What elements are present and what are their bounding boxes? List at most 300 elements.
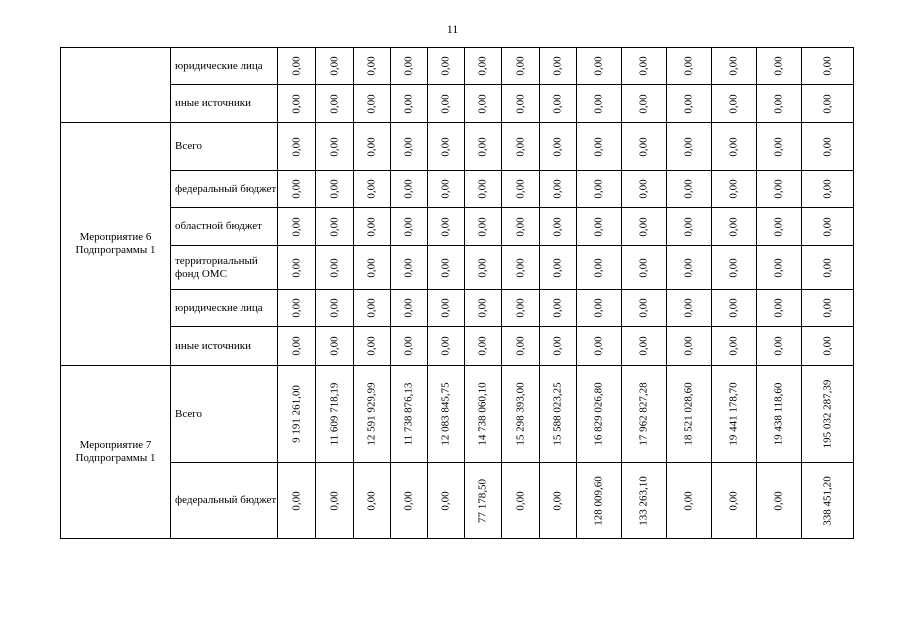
value-text: 0,00 (682, 298, 695, 318)
funding-source-cell: федеральный бюджет (171, 171, 278, 208)
value-text: 0,00 (682, 336, 695, 356)
value-text: 0,00 (551, 257, 564, 278)
value-text: 0,00 (476, 298, 489, 318)
value-cell (802, 290, 854, 327)
value-cell (391, 463, 428, 539)
value-cell (667, 208, 712, 246)
value-cell (667, 48, 712, 85)
value-cell (354, 327, 391, 366)
value-cell (622, 171, 667, 208)
value-cell (712, 246, 757, 290)
value-text: 0,00 (365, 336, 378, 356)
value-cell (354, 123, 391, 171)
value-cell (712, 171, 757, 208)
value-text: 0,00 (476, 179, 489, 199)
value-text: 0,00 (402, 490, 415, 511)
value-cell (278, 171, 316, 208)
value-text: 0,00 (328, 298, 340, 318)
value-cell (667, 366, 712, 463)
value-cell (577, 171, 622, 208)
table-row (61, 366, 854, 463)
value-text: 0,00 (365, 56, 378, 76)
value-text: 0,00 (682, 56, 695, 76)
value-text: 0,00 (439, 179, 452, 199)
value-text: 0,00 (727, 257, 740, 278)
value-text: 0,00 (551, 179, 564, 199)
value-text: 0,00 (682, 136, 695, 157)
value-text: 0,00 (402, 136, 415, 157)
value-text: 0,00 (514, 93, 526, 114)
value-text: 0,00 (290, 136, 302, 157)
value-cell (757, 208, 802, 246)
value-cell (502, 327, 540, 366)
value-text: 19 438 118,60 (772, 382, 785, 446)
value-cell (502, 290, 540, 327)
value-cell (622, 327, 667, 366)
value-text: 0,00 (637, 298, 650, 318)
value-cell (502, 85, 540, 123)
value-text: 0,00 (328, 136, 340, 157)
value-text: 0,00 (328, 257, 340, 278)
value-text: 14 738 060,10 (476, 382, 489, 446)
value-cell (712, 123, 757, 171)
value-cell (712, 208, 757, 246)
value-cell (757, 290, 802, 327)
value-text: 0,00 (682, 179, 695, 199)
value-text: 0,00 (727, 298, 740, 318)
value-cell (757, 327, 802, 366)
value-text: 0,00 (439, 298, 452, 318)
value-text: 0,00 (365, 490, 378, 511)
value-cell (465, 48, 502, 85)
value-cell (278, 208, 316, 246)
value-cell (354, 246, 391, 290)
value-cell (540, 327, 577, 366)
value-text: 15 298 393,00 (514, 382, 526, 446)
value-text: 0,00 (727, 336, 740, 356)
value-text: 0,00 (402, 216, 415, 237)
value-cell (278, 123, 316, 171)
value-text: 0,00 (772, 336, 785, 356)
value-text: 0,00 (439, 257, 452, 278)
value-text: 0,00 (402, 298, 415, 318)
value-text: 0,00 (476, 336, 489, 356)
value-text: 0,00 (476, 257, 489, 278)
value-cell (757, 246, 802, 290)
funding-source-cell: иные источники (171, 327, 278, 366)
value-cell (622, 463, 667, 539)
value-text: 0,00 (365, 179, 378, 199)
funding-source-cell: Всего (171, 123, 278, 171)
value-cell (465, 327, 502, 366)
value-text: 0,00 (772, 56, 785, 76)
value-text: 0,00 (727, 179, 740, 199)
value-cell (465, 463, 502, 539)
value-text: 0,00 (821, 56, 833, 76)
value-text: 19 441 178,70 (727, 382, 740, 446)
value-cell (540, 246, 577, 290)
value-cell (667, 171, 712, 208)
value-cell (667, 85, 712, 123)
value-text: 0,00 (551, 56, 564, 76)
value-cell (622, 290, 667, 327)
value-text: 0,00 (592, 179, 605, 199)
table-row (61, 171, 854, 208)
value-cell (577, 48, 622, 85)
value-cell (802, 366, 854, 463)
value-cell (802, 123, 854, 171)
value-text: 0,00 (821, 136, 833, 157)
value-text: 195 032 287,39 (821, 379, 833, 449)
value-text: 0,00 (514, 136, 526, 157)
value-cell (757, 85, 802, 123)
value-cell (502, 123, 540, 171)
value-cell (428, 48, 465, 85)
value-cell (667, 463, 712, 539)
value-cell (278, 85, 316, 123)
value-text: 0,00 (772, 298, 785, 318)
value-cell (577, 290, 622, 327)
table-row (61, 208, 854, 246)
value-cell (540, 366, 577, 463)
value-text: 0,00 (551, 336, 564, 356)
funding-source-cell: Всего (171, 366, 278, 463)
value-text: 0,00 (328, 490, 340, 511)
value-text: 0,00 (592, 56, 605, 76)
value-text: 0,00 (821, 257, 833, 278)
value-cell (465, 208, 502, 246)
value-cell (712, 463, 757, 539)
value-cell (278, 463, 316, 539)
value-text: 0,00 (290, 179, 302, 199)
event-cell: Мероприятие 6 Подпрограммы 1 (61, 123, 171, 366)
value-text: 0,00 (290, 257, 302, 278)
value-text: 0,00 (439, 93, 452, 114)
value-cell (757, 123, 802, 171)
value-cell (577, 463, 622, 539)
table-row (61, 246, 854, 290)
value-text: 0,00 (328, 216, 340, 237)
value-text: 0,00 (328, 93, 340, 114)
value-cell (757, 463, 802, 539)
funding-source-cell: юридические лица (171, 290, 278, 327)
value-cell (577, 327, 622, 366)
value-text: 0,00 (514, 216, 526, 237)
value-text: 0,00 (682, 257, 695, 278)
funding-source-cell: федеральный бюджет (171, 463, 278, 539)
value-text: 0,00 (682, 93, 695, 114)
financing-table (60, 47, 854, 539)
value-cell (465, 123, 502, 171)
value-cell (802, 85, 854, 123)
value-cell (802, 208, 854, 246)
value-cell (316, 366, 354, 463)
value-text: 0,00 (592, 136, 605, 157)
value-cell (354, 85, 391, 123)
value-text: 0,00 (476, 136, 489, 157)
value-text: 0,00 (290, 93, 302, 114)
value-text: 0,00 (402, 179, 415, 199)
value-cell (622, 208, 667, 246)
value-text: 0,00 (439, 336, 452, 356)
value-cell (354, 366, 391, 463)
value-text: 9 191 261,00 (290, 385, 302, 443)
value-text: 0,00 (514, 56, 526, 76)
value-cell (391, 290, 428, 327)
funding-source-cell: областной бюджет (171, 208, 278, 246)
value-cell (622, 123, 667, 171)
value-text: 133 263,10 (637, 475, 650, 526)
value-cell (667, 123, 712, 171)
value-text: 0,00 (365, 136, 378, 157)
value-cell (316, 290, 354, 327)
value-text: 0,00 (514, 179, 526, 199)
value-cell (502, 366, 540, 463)
value-cell (354, 208, 391, 246)
value-cell (622, 85, 667, 123)
funding-source-cell: иные источники (171, 85, 278, 123)
value-cell (540, 290, 577, 327)
value-text: 0,00 (290, 298, 302, 318)
value-text: 0,00 (821, 298, 833, 318)
value-text: 0,00 (514, 257, 526, 278)
value-cell (354, 463, 391, 539)
value-cell (428, 463, 465, 539)
value-text: 0,00 (402, 56, 415, 76)
table-row (61, 48, 854, 85)
value-text: 17 962 827,28 (637, 382, 650, 446)
value-text: 0,00 (514, 298, 526, 318)
value-text: 0,00 (682, 490, 695, 511)
value-cell (354, 290, 391, 327)
value-cell (712, 366, 757, 463)
value-text: 0,00 (551, 136, 564, 157)
value-text: 0,00 (637, 93, 650, 114)
value-cell (802, 246, 854, 290)
value-text: 0,00 (402, 257, 415, 278)
value-text: 0,00 (514, 490, 526, 511)
value-text: 0,00 (772, 93, 785, 114)
value-cell (577, 85, 622, 123)
value-cell (391, 85, 428, 123)
value-text: 0,00 (328, 56, 340, 76)
value-cell (316, 246, 354, 290)
value-text: 0,00 (637, 336, 650, 356)
value-text: 12 083 845,75 (439, 382, 452, 446)
value-text: 0,00 (514, 336, 526, 356)
value-cell (391, 246, 428, 290)
value-text: 0,00 (772, 136, 785, 157)
page-number: 11 (446, 22, 459, 36)
value-cell (802, 171, 854, 208)
value-cell (316, 48, 354, 85)
value-cell (391, 208, 428, 246)
value-cell (757, 366, 802, 463)
value-cell (540, 48, 577, 85)
value-text: 128 009,60 (592, 475, 605, 526)
table-row (61, 290, 854, 327)
value-cell (757, 171, 802, 208)
value-text: 16 829 026,80 (592, 382, 605, 446)
value-text: 0,00 (290, 336, 302, 356)
value-cell (428, 85, 465, 123)
value-cell (540, 208, 577, 246)
value-cell (278, 366, 316, 463)
value-text: 0,00 (727, 56, 740, 76)
value-cell (428, 327, 465, 366)
value-text: 0,00 (365, 216, 378, 237)
table-row (61, 327, 854, 366)
value-text: 0,00 (402, 336, 415, 356)
value-text: 0,00 (551, 490, 564, 511)
value-cell (428, 290, 465, 327)
value-cell (577, 366, 622, 463)
value-cell (667, 246, 712, 290)
value-text: 0,00 (402, 93, 415, 114)
value-cell (278, 327, 316, 366)
value-text: 0,00 (727, 216, 740, 237)
value-cell (540, 463, 577, 539)
value-cell (316, 327, 354, 366)
value-text: 0,00 (637, 136, 650, 157)
value-text: 0,00 (821, 216, 833, 237)
value-cell (278, 290, 316, 327)
value-text: 0,00 (682, 216, 695, 237)
value-text: 15 588 023,25 (551, 382, 564, 446)
value-text: 0,00 (328, 336, 340, 356)
value-text: 0,00 (637, 257, 650, 278)
value-text: 0,00 (772, 216, 785, 237)
value-cell (622, 48, 667, 85)
value-text: 0,00 (772, 257, 785, 278)
funding-source-cell: территориальный фонд ОМС (171, 246, 278, 290)
value-text: 0,00 (328, 179, 340, 199)
value-cell (502, 48, 540, 85)
value-cell (391, 48, 428, 85)
value-cell (316, 208, 354, 246)
value-text: 0,00 (592, 257, 605, 278)
value-text: 0,00 (551, 93, 564, 114)
value-text: 0,00 (592, 216, 605, 237)
value-text: 0,00 (290, 56, 302, 76)
value-text: 0,00 (821, 179, 833, 199)
value-cell (428, 246, 465, 290)
value-cell (391, 327, 428, 366)
value-text: 0,00 (637, 179, 650, 199)
value-cell (502, 463, 540, 539)
value-cell (502, 171, 540, 208)
value-text: 0,00 (637, 56, 650, 76)
value-cell (577, 123, 622, 171)
value-text: 0,00 (637, 216, 650, 237)
value-text: 11 738 876,13 (402, 382, 415, 446)
value-text: 0,00 (365, 257, 378, 278)
value-text: 0,00 (365, 298, 378, 318)
value-cell (428, 366, 465, 463)
value-cell (577, 208, 622, 246)
value-cell (465, 171, 502, 208)
value-text: 0,00 (290, 490, 302, 511)
value-cell (502, 246, 540, 290)
value-cell (802, 48, 854, 85)
value-text: 0,00 (821, 336, 833, 356)
value-cell (577, 246, 622, 290)
value-cell (316, 123, 354, 171)
value-cell (802, 463, 854, 539)
value-text: 0,00 (439, 136, 452, 157)
value-text: 0,00 (772, 490, 785, 511)
value-text: 18 521 028,60 (682, 382, 695, 446)
value-text: 0,00 (727, 490, 740, 511)
value-cell (316, 171, 354, 208)
value-cell (465, 290, 502, 327)
value-text: 0,00 (772, 179, 785, 199)
value-text: 11 609 718,19 (328, 382, 340, 446)
value-cell (391, 366, 428, 463)
value-cell (540, 123, 577, 171)
value-cell (316, 85, 354, 123)
value-text: 0,00 (476, 56, 489, 76)
value-cell (354, 171, 391, 208)
value-text: 0,00 (592, 298, 605, 318)
value-text: 12 591 929,99 (365, 382, 378, 446)
value-text: 0,00 (365, 93, 378, 114)
value-cell (428, 123, 465, 171)
event-cell (61, 48, 171, 123)
table-row (61, 85, 854, 123)
value-text: 0,00 (551, 298, 564, 318)
value-cell (428, 171, 465, 208)
value-cell (540, 85, 577, 123)
value-text: 0,00 (592, 93, 605, 114)
value-text: 0,00 (821, 93, 833, 114)
value-text: 0,00 (439, 56, 452, 76)
value-cell (667, 290, 712, 327)
table-row (61, 123, 854, 171)
value-text: 0,00 (592, 336, 605, 356)
value-cell (622, 246, 667, 290)
value-cell (802, 327, 854, 366)
value-cell (278, 48, 316, 85)
value-text: 0,00 (476, 93, 489, 114)
value-cell (391, 123, 428, 171)
value-cell (278, 246, 316, 290)
value-cell (712, 48, 757, 85)
event-cell: Мероприятие 7 Подпрограммы 1 (61, 366, 171, 539)
value-cell (712, 290, 757, 327)
value-text: 338 451,20 (821, 475, 833, 526)
value-text: 0,00 (727, 136, 740, 157)
value-cell (465, 85, 502, 123)
value-cell (354, 48, 391, 85)
value-cell (757, 48, 802, 85)
value-cell (428, 208, 465, 246)
value-cell (316, 463, 354, 539)
value-text: 0,00 (476, 216, 489, 237)
value-cell (502, 208, 540, 246)
value-text: 77 178,50 (476, 478, 489, 523)
value-text: 0,00 (439, 490, 452, 511)
value-text: 0,00 (551, 216, 564, 237)
value-cell (540, 171, 577, 208)
funding-source-cell: юридические лица (171, 48, 278, 85)
value-cell (391, 171, 428, 208)
value-cell (465, 366, 502, 463)
value-cell (712, 327, 757, 366)
table-row (61, 463, 854, 539)
value-text: 0,00 (439, 216, 452, 237)
value-text: 0,00 (727, 93, 740, 114)
